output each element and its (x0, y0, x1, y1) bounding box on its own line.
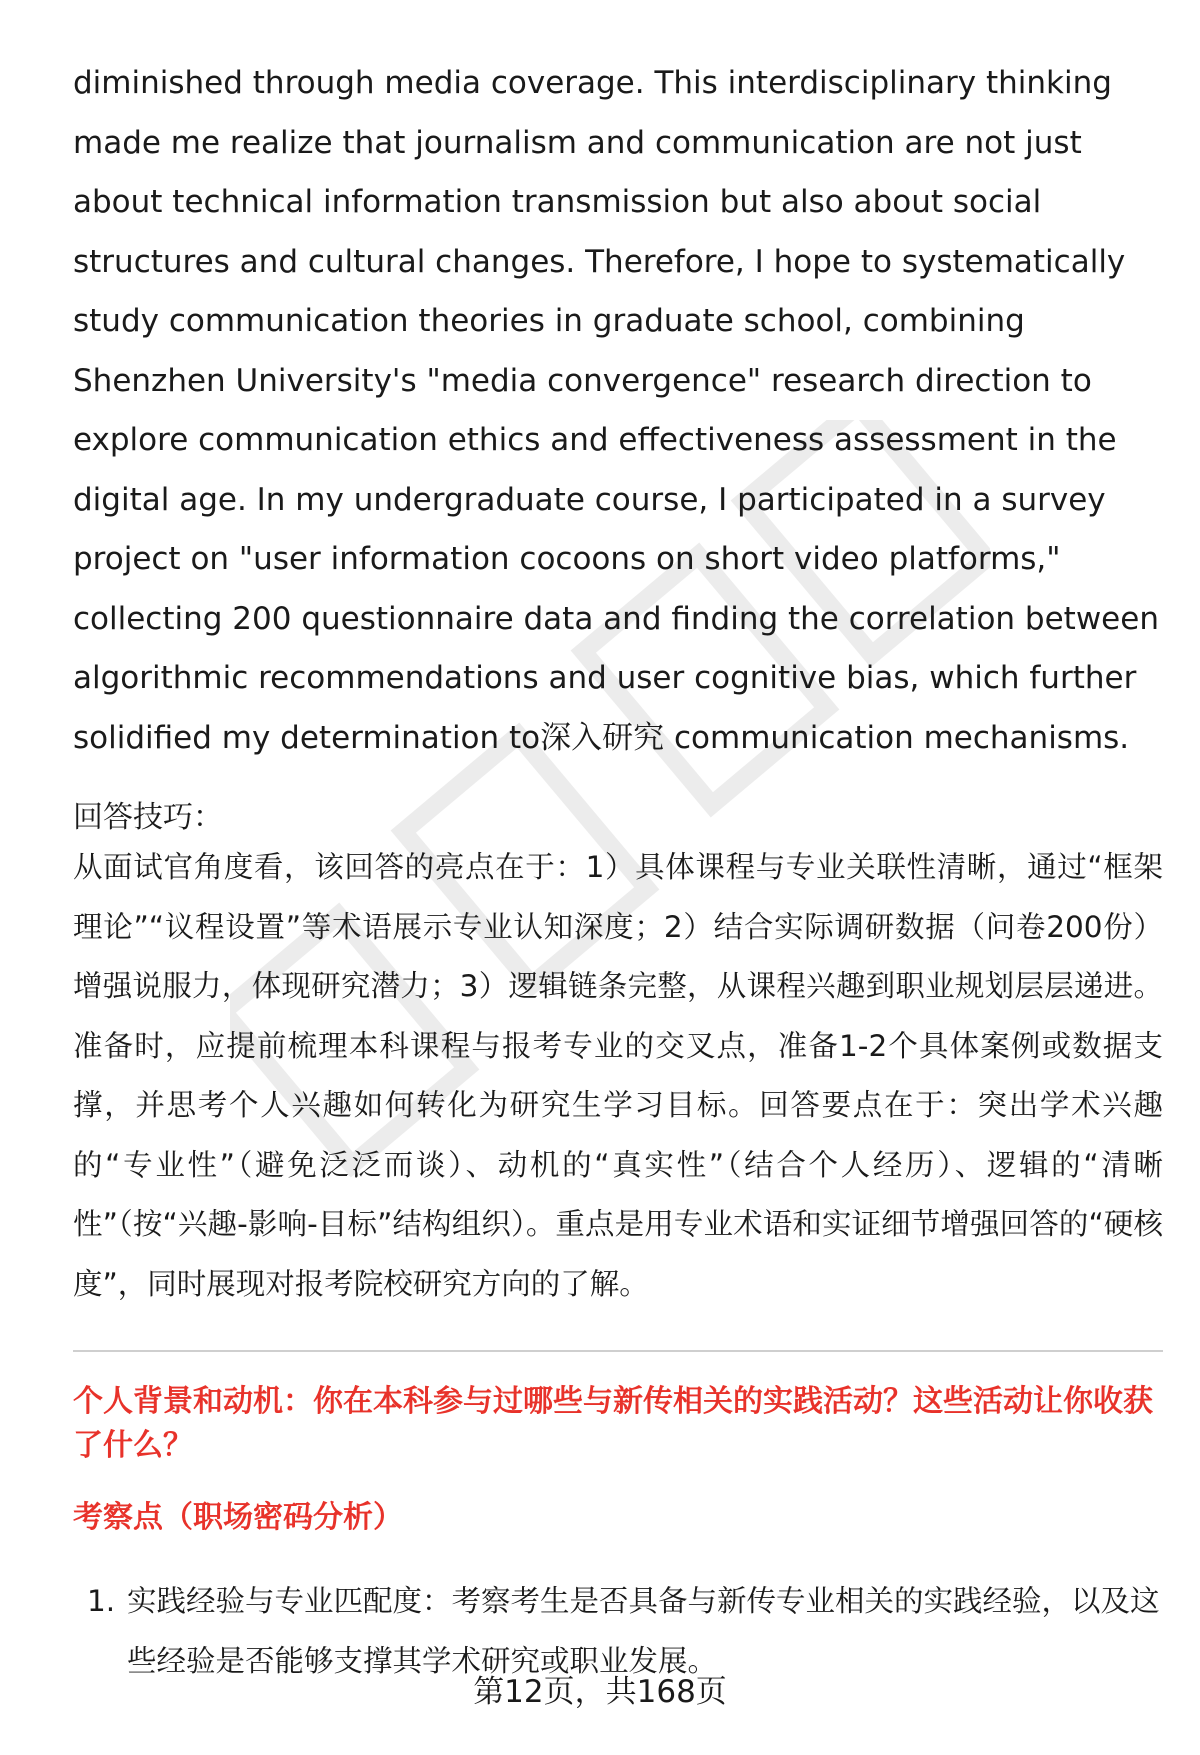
english-paragraph: diminished through media coverage. This interdisciplinary thinking made me realize that journalism and communication are not just about technical information transmission but also about social structures and cultural changes. Therefore, I hope to systematically study communication theories in graduate school, combining Shenzhen University's "media convergence" research direction to explore communication ethics and effectiveness assessment in the digital age. In my undergraduate course, I participated in a survey project on "user information cocoons on short video platforms," collecting 200 questionnaire data and finding the correlation between algorithmic recommendations and user cognitive bias, which further solidified my determination to深入研究 communication mechanisms. (73, 65, 1159, 756)
list-item-number: 1. (87, 1584, 116, 1618)
section-title: 考察点（职场密码分析） (73, 1500, 403, 1535)
section-divider (73, 1350, 1163, 1352)
page-footer: 第12页，共168页 (473, 1674, 727, 1710)
tips-body: 从面试官角度看，该回答的亮点在于：1）具体课程与专业关联性清晰，通过“框架理论”“议程设置”等术语展示专业认知深度；2）结合实际调研数据（问卷200份）增强说服力，体现研究潜力；3）逻辑链条完整，从课程兴趣到职业规划层层递进。准备时，应提前梳理本科课程与报考专业的交叉点，准备1-2个具体案例或数据支撑，并思考个人兴趣如何转化为研究生学习目标。回答要点在于：突出学术兴趣的“专业性”（避免泛泛而谈）、动机的“真实性”（结合个人经历）、逻辑的“清晰性”（按“兴趣-影响-目标”结构组织）。重点是用专业术语和实证细节增强回答的“硬核度”，同时展现对报考院校研究方向的了解。 (73, 850, 1163, 1301)
question-heading: 个人背景和动机：你在本科参与过哪些与新传相关的实践活动？这些活动让你收获了什么？ (73, 1384, 1153, 1463)
page-content (73, 54, 1163, 1691)
list-item-text: 实践经验与专业匹配度：考察考生是否具备与新传专业相关的实践经验，以及这些经验是否能够支撑其学术研究或职业发展。 (127, 1584, 1160, 1678)
tips-heading: 回答技巧： (73, 800, 223, 835)
